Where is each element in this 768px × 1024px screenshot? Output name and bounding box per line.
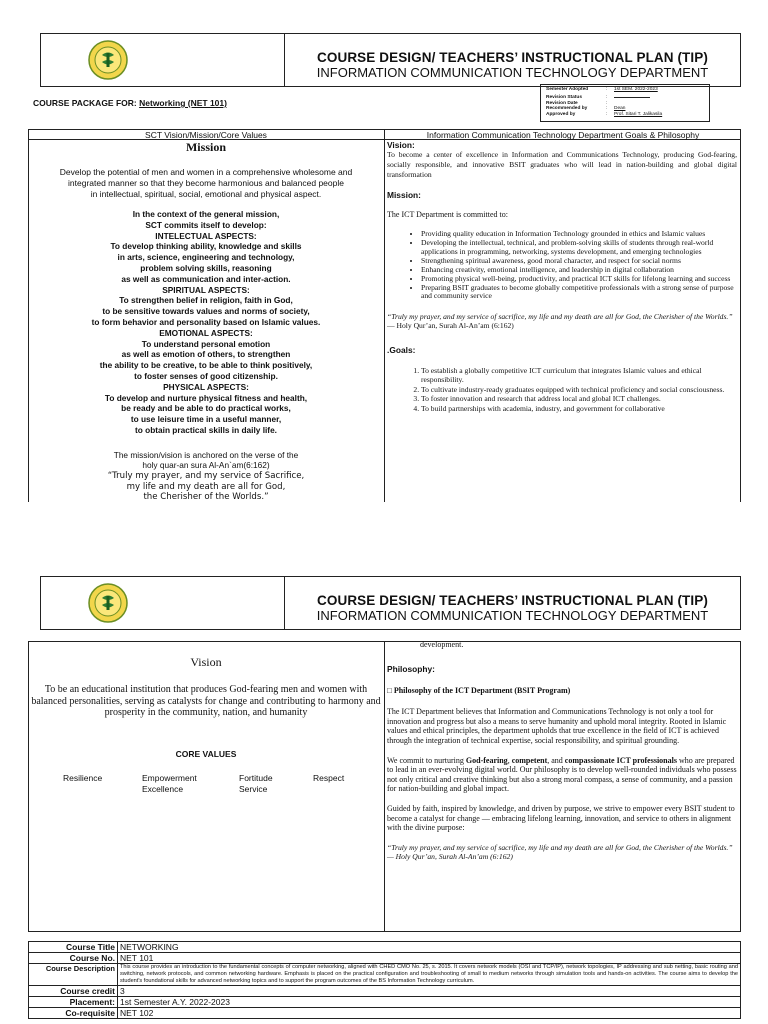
dept-mission-intro: The ICT Department is committed to:	[387, 210, 508, 219]
course-description-label: Course Description	[29, 964, 118, 986]
course-credit-value: 3	[118, 986, 741, 997]
revision-meta-box	[540, 84, 710, 122]
table-row	[29, 1008, 741, 1019]
goals-list	[387, 366, 737, 414]
meta-row: Semester Adopted : 1st SEM. 2022-2023	[546, 87, 658, 92]
department-name: INFORMATION COMMUNICATION TECHNOLOGY DEPARTMENT	[316, 608, 709, 623]
header-title-block	[285, 50, 740, 80]
meta-row: Revision Date :	[546, 100, 608, 106]
course-info-table	[28, 941, 741, 1019]
vision-label: Vision:	[387, 140, 415, 150]
list-item: 3. To foster innovation and research that address local and global ICT challenges.	[421, 394, 737, 404]
list-item: • Preparing BSIT graduates to become globally competitive professionals with a strong sense of purpose and community service	[421, 284, 737, 301]
list-item: 4. To build partnerships with academia, industry, and government for collaborative	[421, 404, 737, 414]
core-value: Fortitude	[239, 773, 273, 783]
dept-quote: “Truly my prayer, and my service of sacrifice, my life and my death are all for God, the Cherisher of the Worlds.”	[387, 311, 733, 321]
col-header-right: Information Communication Technology Department Goals & Philosophy	[426, 130, 700, 140]
col-divider	[384, 641, 385, 932]
placement-label: Placement:	[29, 997, 118, 1008]
table-row	[29, 964, 741, 986]
col-divider	[384, 129, 385, 502]
course-no-value: NET 101	[118, 953, 741, 964]
goal-continuation: development.	[420, 640, 464, 649]
table-row	[29, 953, 741, 964]
core-value: Resilience	[63, 773, 103, 783]
plan-title: COURSE DESIGN/ TEACHERS’ INSTRUCTIONAL PLAN (TIP)	[317, 593, 708, 608]
philosophy-para-3: Guided by faith, inspired by knowledge, and driven by purpose, we strive to empower every BSIT student to become a catalyst for change — embracing lifelong learning, innovation, and service to others in alignment with the divine purpose:	[387, 803, 735, 833]
dept-vision-text: To become a center of excellence in Information and Communications Technology, producing God-fearing, socially responsible, and innovative BSIT graduates who will lead in nation-building and global digital transformation	[387, 150, 737, 179]
mission-column	[28, 140, 384, 503]
course-package	[33, 98, 227, 108]
goals-column	[387, 140, 737, 502]
course-no-label: Course No.	[29, 953, 118, 964]
table-row	[29, 942, 741, 953]
core-value: Empowerment	[142, 773, 197, 783]
meta-row: Approved by : Prof. Sitari T. Jalikasila	[546, 112, 663, 118]
mission-text: Develop the potential of men and women in a comprehensive wholesome and integrated manner so that they become harmonious and balanced people in intellectual, spiritual, social, emotional and physical aspect.	[59, 167, 353, 199]
college-seal-logo	[88, 583, 128, 623]
vision-text: To be an educational institution that produces God-fearing men and women with balanced personalities, serving as catalysts for change and contributing to harmony and prosperity in the community, nation, and humanity	[31, 684, 381, 718]
department-name: INFORMATION COMMUNICATION TECHNOLOGY DEPARTMENT	[316, 65, 709, 80]
course-description-value: This course provides an introduction to the fundamental concepts of computer networking, aligned with CHED CMO No. 25, s. 2015. It covers network models (OSI and TCP/IP), network topologies, IP addressing and sub netting, basic routing and switching, network protocols, and common networking hardware. Emphasis is placed on the practical configuration and troubleshooting of small to medium networks through simulation tools and hands-on activities. The course aims to develop the student's foundational skills for advanced networking topics and to support the program outcomes of the BS Information Technology curriculum.	[118, 964, 741, 986]
course-package-label: COURSE PACKAGE FOR:	[33, 98, 137, 108]
placement-value: 1st Semester A.Y. 2022-2023	[118, 997, 741, 1008]
philosophy-para-1: The ICT Department believes that Information and Communications Technology is not only a tool for innovation and progress but also a means to serve humanity and uphold moral integrity. Rooted in Islamic values and ethical principles, the department upholds that true excellence in the field of ICT is achieved through the integration of technical expertise, social responsibility, and spiritual grounding.	[387, 707, 727, 745]
aspects-text: In the context of the general mission, SCT commits itself to develop: INTELECTUAL ASPECTS: To develop thinking ability, knowledge and skills in arts, science, engineering and technology, problem solving skills, reasoning as well as communication and inter-action. SPIRITUAL ASPECTS: To strengthen belief in religion, faith in God, to be sensitive towards values and norms of society, to form behavior and personality based on Islamic values. EMOTIONAL ASPECTS: To understand personal emotion as well as emotion of others, to strengthen the ability to be creative, to be able to think positively, to foster senses of good citizenship. PHYSICAL ASPECTS: To develop and nurture physical fitness and health, be ready and be able to do practical works, to use leisure time in a useful manner, to obtain practical skills in daily life.	[91, 209, 321, 435]
list-item: • Promoting physical well-being, productivity, and practical ICT skills for lifelong learning and success	[421, 275, 737, 284]
table-row	[29, 986, 741, 997]
philosophy-para-2: We commit to nurturing God-fearing, competent, and compassionate ICT professionals who are prepared to lead in an ever-evolving digital world. Our philosophy is to develop well-rounded individuals who possess not only critical and creative thinking but also a strong moral compass, a sense of community, and a passion for nation-building and global impact.	[387, 755, 737, 794]
mission-title: Mission	[185, 140, 226, 154]
meta-row: Recommended by : Dean	[546, 106, 626, 112]
list-item: 2. To cultivate industry-ready graduates equipped with technical proficiency and social consciousness.	[421, 385, 737, 395]
philosophy-label: Philosophy:	[387, 663, 435, 674]
course-credit-label: Course credit	[29, 986, 118, 997]
col-header-left: SCT Vision/Mission/Core Values	[145, 130, 267, 140]
list-item: • Developing the intellectual, technical, and problem-solving skills of students through real-world applications in programming, networking, systems development, and emerging technologies	[421, 239, 737, 256]
co-requisite-label: Co-requisite	[29, 1008, 118, 1019]
goals-label: .Goals:	[387, 344, 416, 355]
philosophy-quote: “Truly my prayer, and my service of sacrifice, my life and my death are all for God, the Cherisher of the Worlds.”	[387, 842, 733, 852]
philosophy-quote-source: — Holy Qur’an, Surah Al-An’am (6:162)	[387, 852, 513, 862]
dept-quote-source: — Holy Qur’an, Surah Al-An’am (6:162)	[387, 321, 514, 331]
header-title-block	[285, 593, 740, 623]
core-value: Service	[239, 784, 268, 794]
course-title-label: Course Title	[29, 942, 118, 953]
anchor-verse-text: The mission/vision is anchored on the verse of the holy quar-an sura Al-An`am(6:162) “Truly my prayer, and my service of Sacrifice, my life and my death are all for God, the Cherisher of the Worlds.”	[107, 449, 305, 503]
core-value: Excellence	[142, 784, 184, 794]
course-package-value: Networking (NET 101)	[139, 98, 227, 108]
philosophy-column	[387, 640, 737, 862]
vision-title: Vision	[190, 655, 222, 669]
list-item: • Providing quality education in Information Technology grounded in ethics and Islamic values	[421, 230, 737, 239]
plan-title: COURSE DESIGN/ TEACHERS’ INSTRUCTIONAL PLAN (TIP)	[317, 50, 708, 65]
co-requisite-value: NET 102	[118, 1008, 741, 1019]
list-item: • Strengthening spiritual awareness, good moral character, and respect for social norms	[421, 257, 737, 266]
table-row	[29, 997, 741, 1008]
core-values-title: CORE VALUES	[175, 748, 237, 759]
course-title-value: NETWORKING	[118, 942, 741, 953]
core-value: Respect	[313, 773, 345, 783]
vision-column	[30, 655, 382, 759]
list-item: 1. To establish a globally competitive ICT curriculum that integrates Islamic values and ethical responsibility.	[421, 366, 737, 385]
list-item: • Enhancing creativity, emotional intelligence, and leadership in digital collaboration	[421, 266, 737, 275]
philosophy-heading: □ Philosophy of the ICT Department (BSIT Program)	[387, 685, 571, 695]
dept-mission-label: Mission:	[387, 190, 421, 200]
meta-row: Revision Status :	[546, 93, 709, 101]
dept-mission-list	[387, 230, 737, 301]
college-seal-logo	[88, 40, 128, 80]
